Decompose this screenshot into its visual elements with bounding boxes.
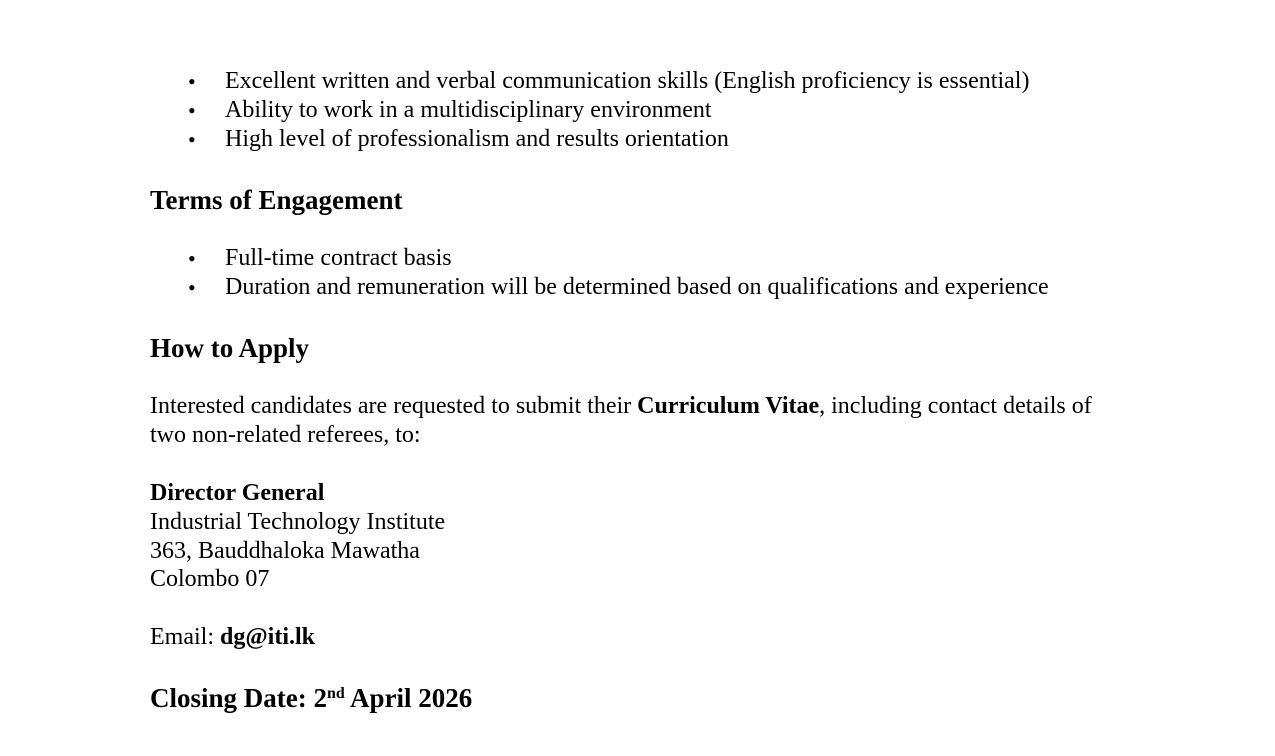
intro-text-suffix: , including contact details of — [819, 393, 1092, 419]
email-label: Email: — [150, 624, 220, 650]
email-line — [150, 623, 315, 652]
cv-emphasis: Curriculum Vitae — [637, 393, 820, 419]
address-title: Director General — [150, 480, 325, 506]
apply-intro-line2: two non-related referees, to: — [150, 422, 421, 448]
list-item-text: Ability to work in a multidisciplinary environment — [225, 97, 712, 123]
list-item-text: Excellent written and verbal communication skills (English proficiency is essential) — [225, 68, 1030, 94]
section-heading-terms: Terms of Engagement — [150, 185, 403, 215]
bullet-icon: • — [188, 246, 196, 271]
apply-intro-line1 — [150, 392, 1092, 421]
ordinal-suffix: nd — [327, 685, 345, 702]
list-item-text: High level of professionalism and results orientation — [225, 126, 729, 152]
bullet-icon: • — [188, 275, 196, 300]
bullet-icon: • — [188, 127, 196, 152]
closing-date — [150, 682, 472, 714]
email-link[interactable]: dg@iti.lk — [219, 624, 315, 650]
closing-label: Closing Date: 2 — [150, 683, 327, 713]
address-line: 363, Bauddhaloka Mawatha — [150, 538, 420, 564]
address-line: Colombo 07 — [150, 566, 270, 592]
list-item-text: Duration and remuneration will be determined based on qualifications and experience — [225, 274, 1049, 300]
address-line: Industrial Technology Institute — [150, 509, 446, 535]
intro-text: Interested candidates are requested to submit their — [150, 393, 638, 419]
bullet-icon: • — [188, 98, 196, 123]
section-heading-apply: How to Apply — [150, 333, 310, 363]
bullet-icon: • — [188, 69, 196, 94]
closing-rest: April 2026 — [344, 683, 473, 713]
list-item-text: Full-time contract basis — [225, 245, 452, 271]
